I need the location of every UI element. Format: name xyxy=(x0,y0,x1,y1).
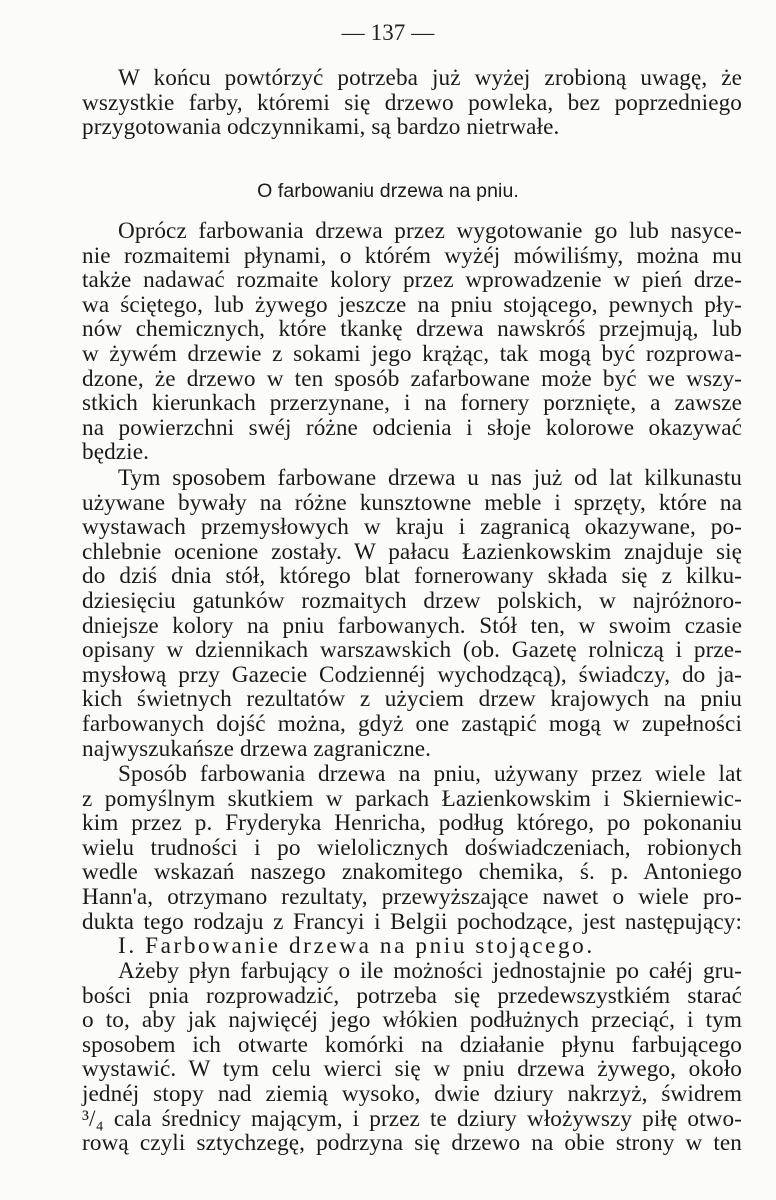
text-line: Tym sposobem farbowane drzewa u nas już od lat kilkunastu xyxy=(118,465,742,491)
text-line: nów chemicznych, które tkankę drzewa nawskróś przejmują, lub xyxy=(82,316,742,343)
text-line: chlebnie ocenione zostały. W pałacu Łazienkowskim znajduje się xyxy=(82,538,742,565)
section-heading: O farbowaniu drzewa na pniu. xyxy=(257,180,519,202)
text-line: farbowanych dojść można, gdyż one zastąpić mogą w zupełności xyxy=(82,710,742,737)
text-line: W końcu powtórzyć potrzeba już wyżej zrobioną uwagę, że xyxy=(118,65,742,91)
text-line: przygotowania odczynnikami, są bardzo nietrwałe. xyxy=(82,114,560,141)
intro-paragraph xyxy=(82,66,742,140)
text-line: wielu trudności i po wielolicznych doświadczeniach, robionych xyxy=(82,834,742,861)
text-line: dziesięciu gatunków rozmaitych drzew polskich, w najróżnoro- xyxy=(82,587,742,614)
text-line: opisany w dziennikach warszawskich (ob. Gazetę rolniczą i prze- xyxy=(82,637,742,664)
text-line: rową czyli sztychzegę, podrzyna się drzewo na obie strony w ten xyxy=(82,1130,742,1157)
text-line: Oprócz farbowania drzewa przez wygotowanie go lub nasyce- xyxy=(118,218,742,244)
text-line: wystawach przemysłowych w kraju i zagranicą okazywane, po- xyxy=(82,514,742,541)
text-line: będzie. xyxy=(82,439,150,466)
text-line: wa ściętego, lub żywego jeszcze na pniu stojącego, pewnych pły- xyxy=(82,291,742,318)
text-line: Hann'a, otrzymano rezultaty, przewyższające nawet o wiele pro- xyxy=(82,883,742,910)
text-line: ³/₄ cala średnicy mającym, i przez te dziury włożywszy piłę otwo- xyxy=(82,1105,742,1132)
text-line: bości pnia rozprowadzić, potrzeba się przedewszystkiém starać xyxy=(82,982,742,1009)
text-line: wedle wskazań naszego znakomitego chemika, ś. p. Antoniego xyxy=(82,859,742,886)
paragraph-2 xyxy=(82,466,742,761)
text-line: Sposób farbowania drzewa na pniu, używany przez wiele lat xyxy=(118,761,742,787)
text-line: wystawić. W tym celu wierci się w pniu drzewa żywego, około xyxy=(82,1056,742,1083)
subsection-title-block xyxy=(82,934,742,959)
text-line: kich świetnych rezultatów z użyciem drzew krajowych na pniu xyxy=(82,686,742,713)
text-line: Ażeby płyn farbujący o ile możności jednostajnie po całéj gru- xyxy=(118,958,742,984)
text-line: na powierzchni swéj różne odcienia i słoje kolorowe okazywać xyxy=(82,414,742,441)
text-line: także nadawać rozmaite kolory przez wprowadzenie w pień drze- xyxy=(82,267,742,294)
text-line: kim przez p. Fryderyka Henricha, podług którego, po pokonaniu xyxy=(82,810,742,837)
text-line: o to, aby jak najwięcéj jego włókien podłużnych przeciąć, i tym xyxy=(82,1007,742,1034)
text-line: sposobem ich otwarte komórki na działanie płynu farbującego xyxy=(82,1031,742,1058)
text-line: używane bywały na różne kunsztowne meble i sprzęty, które na xyxy=(82,489,742,516)
text-line: z pomyślnym skutkiem w parkach Łazienkowskim i Skierniewic- xyxy=(82,785,742,812)
text-line: najwyszukańsze drzewa zagraniczne. xyxy=(82,735,432,762)
text-line: mysłową przy Gazecie Codziennéj wychodzącą), świadczy, do ja- xyxy=(82,661,742,688)
text-line: dniejsze kolory na pniu farbowanych. Stół ten, w swoim czasie xyxy=(82,612,742,639)
text-line: nie rozmaitemi płynami, o którém wyżéj mówiliśmy, można mu xyxy=(82,242,742,269)
paragraph-3 xyxy=(82,762,742,934)
text-line: stkich kierunkach przerzynane, i na fornery porznięte, a zawsze xyxy=(82,390,742,417)
text-line: dukta tego rodzaju z Francyi i Belgii pochodzące, jest następujący: xyxy=(82,908,742,935)
subsection-title: I. Farbowanie drzewa na pniu stojącego. xyxy=(118,933,595,959)
text-line: do dziś dnia stół, którego blat fornerowany składa się z kilku- xyxy=(82,563,742,590)
text-line: jednéj stopy nad ziemią wysoko, dwie dziury nakrzyż, świdrem xyxy=(82,1080,742,1107)
paragraph-4 xyxy=(82,959,742,1156)
text-line: dzone, że drzewo w ten sposób zafarbowane może być we wszy- xyxy=(82,365,742,392)
text-line: wszystkie farby, któremi się drzewo powleka, bez poprzedniego xyxy=(82,89,742,116)
page-number: — 137 — xyxy=(341,20,435,45)
paragraph-1 xyxy=(82,219,742,465)
text-line: w żywém drzewie z sokami jego krążąc, tak mogą być rozprowa- xyxy=(82,340,742,367)
